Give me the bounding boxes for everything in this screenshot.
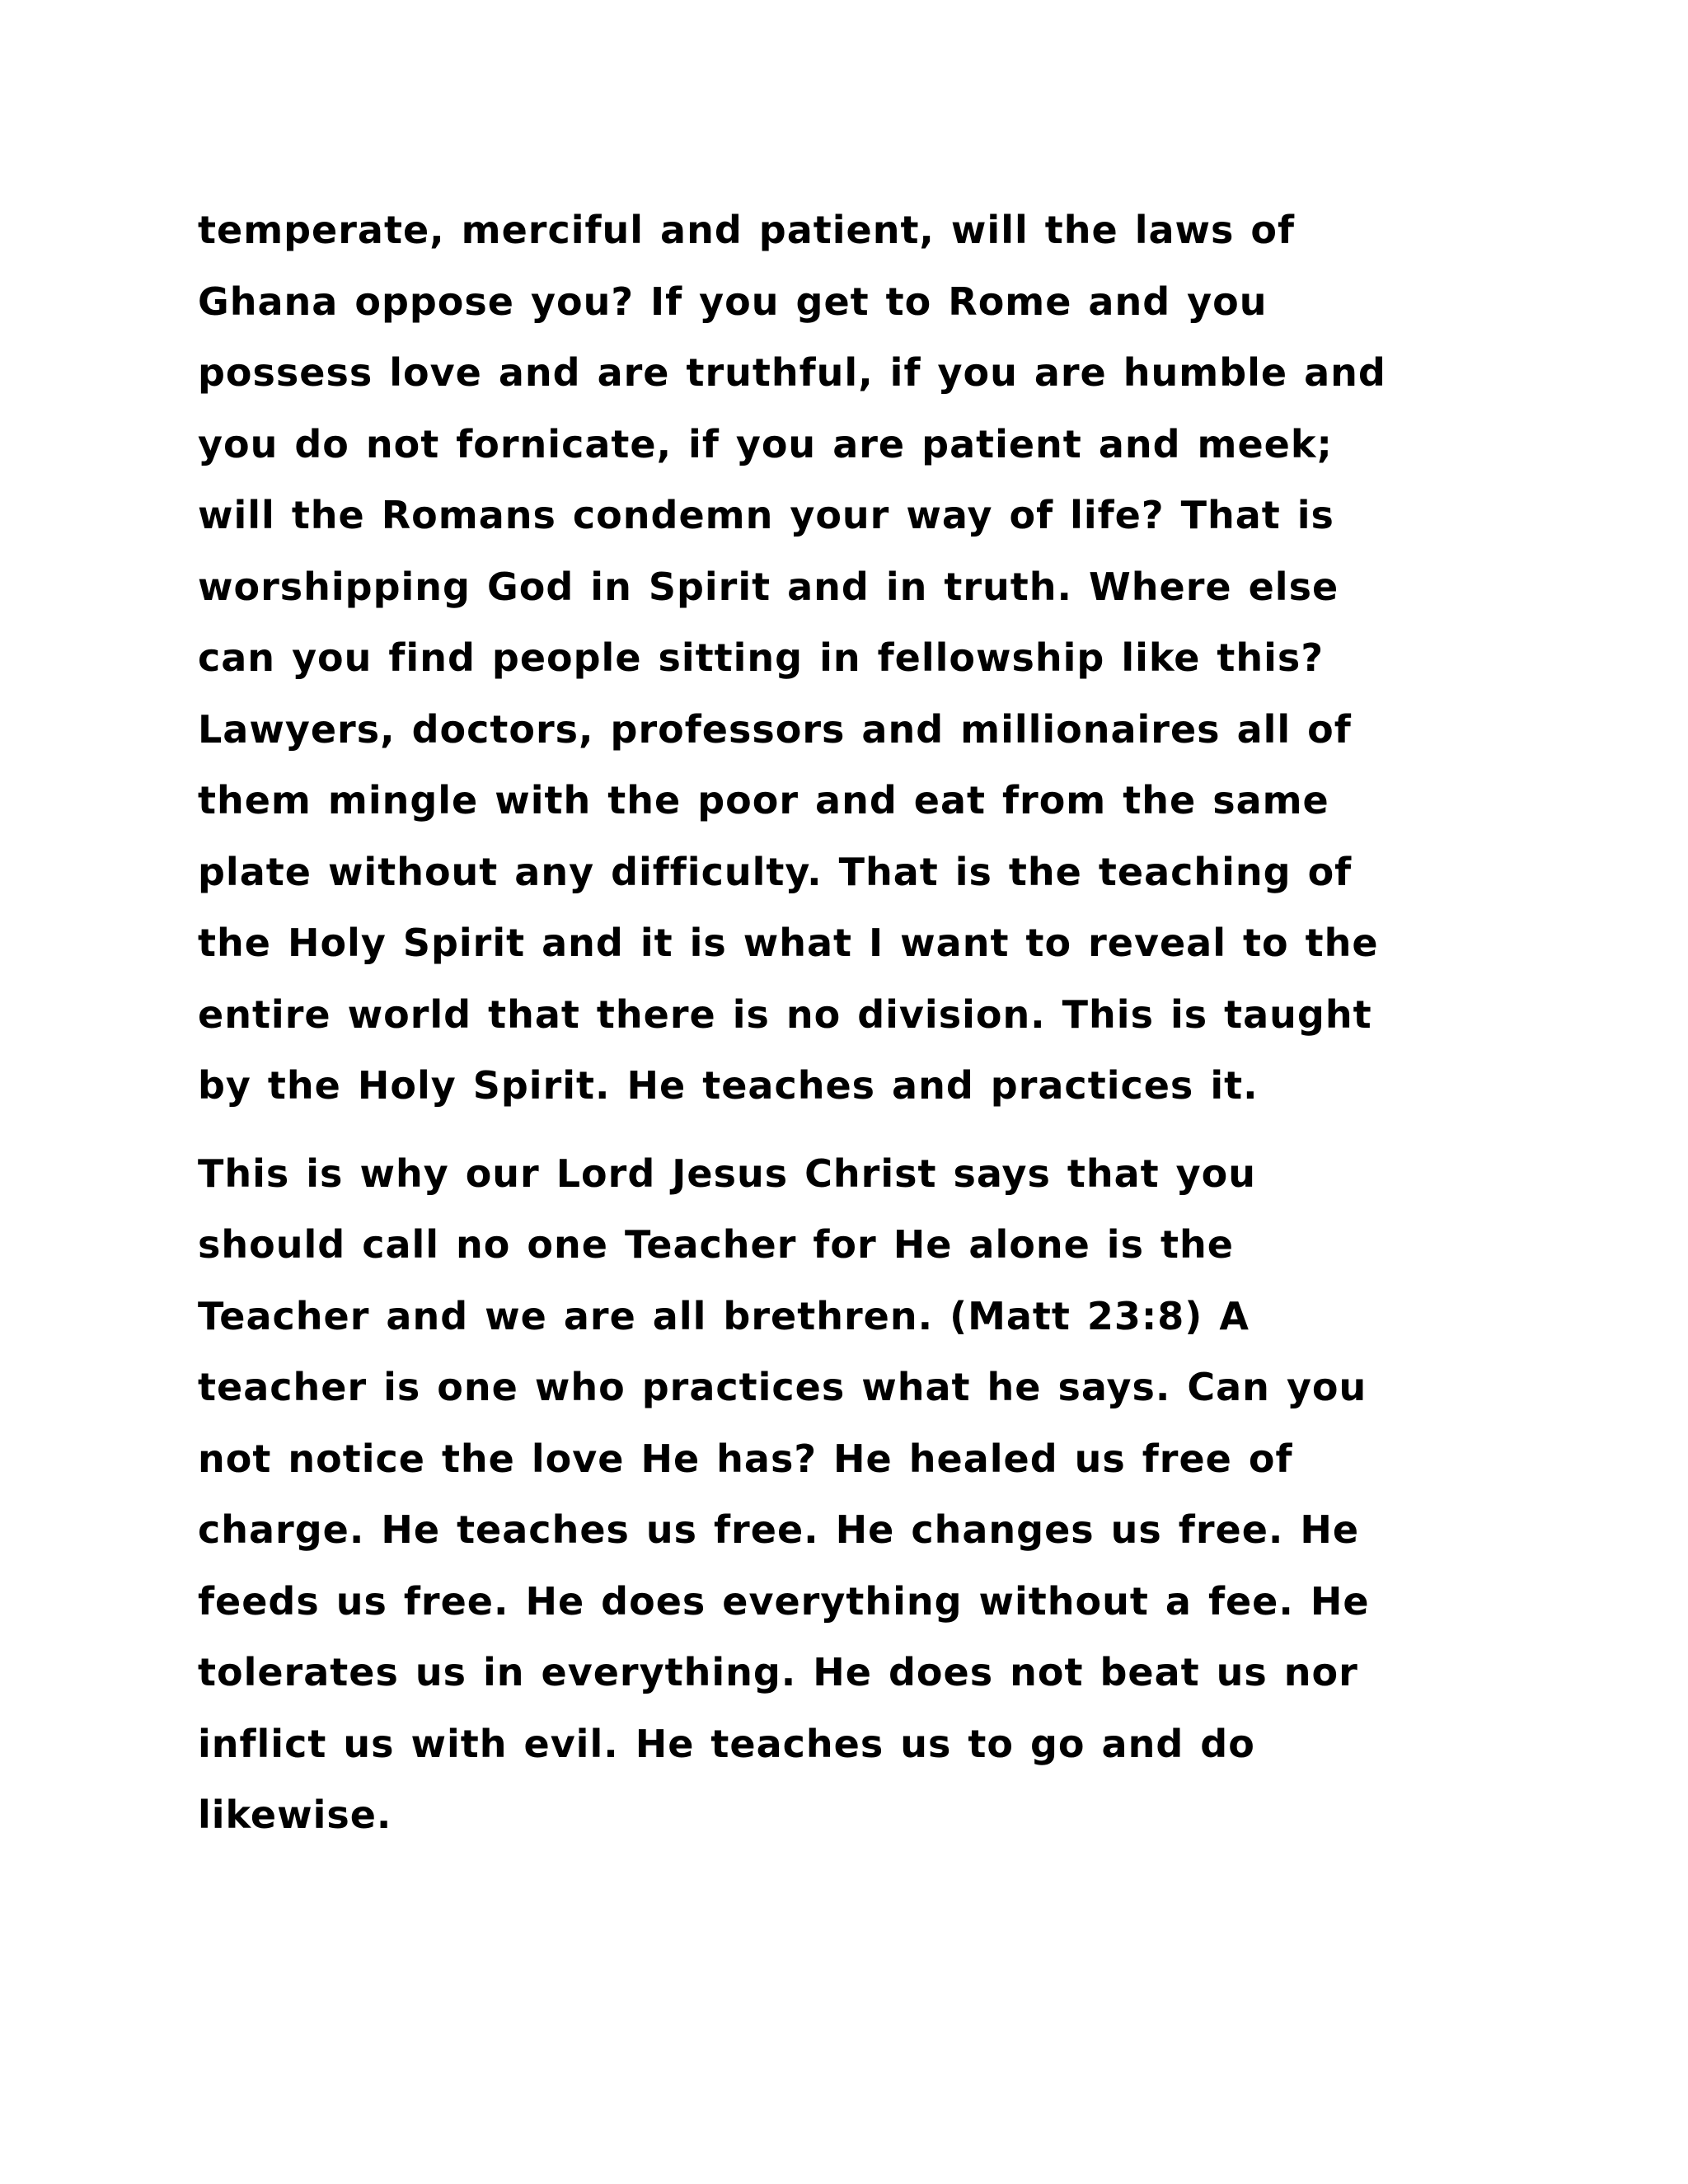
text-line: temperate, merciful and patient, will the laws of xyxy=(198,208,1296,252)
text-line: teacher is one who practices what he says. Can you xyxy=(198,1365,1367,1409)
text-line: will the Romans condemn your way of life? That is xyxy=(198,493,1334,537)
text-line: should call no one Teacher for He alone is the xyxy=(198,1222,1234,1267)
paragraph-1 xyxy=(198,194,1484,1122)
text-line: them mingle with the poor and eat from the same xyxy=(198,778,1329,823)
text-line: entire world that there is no division. This is taught xyxy=(198,991,1372,1037)
paragraph-spacer xyxy=(198,1122,1484,1138)
text-line: not notice the love He has? He healed us free of xyxy=(198,1436,1293,1481)
text-line: worshipping God in Spirit and in truth. Where else xyxy=(198,564,1339,609)
text-line: plate without any difficulty. That is the teaching of xyxy=(198,849,1353,894)
text-line: feeds us free. He does everything without a fee. He xyxy=(198,1578,1370,1624)
text-line: you do not fornicate, if you are patient and meek; xyxy=(198,421,1333,466)
text-line: likewise. xyxy=(198,1793,392,1837)
text-line: This is why our Lord Jesus Christ says that you xyxy=(198,1151,1256,1196)
text-line: possess love and are truthful, if you are humble and xyxy=(198,350,1386,395)
text-line: can you find people sitting in fellowship like this? xyxy=(198,635,1324,680)
text-line: by the Holy Spirit. He teaches and practices it. xyxy=(198,1063,1259,1108)
paragraph-2 xyxy=(198,1138,1484,1851)
body-text xyxy=(198,194,1484,1851)
text-line: inflict us with evil. He teaches us to go and do xyxy=(198,1721,1255,1766)
text-line: the Holy Spirit and it is what I want to reveal to the xyxy=(198,921,1379,965)
text-line: Ghana oppose you? If you get to Rome and you xyxy=(198,279,1268,324)
text-line: Teacher and we are all brethren. (Matt 23:8) A xyxy=(198,1293,1250,1338)
text-line: tolerates us in everything. He does not beat us nor xyxy=(198,1650,1358,1694)
text-line: Lawyers, doctors, professors and millionaires all of xyxy=(198,706,1352,752)
text-line: charge. He teaches us free. He changes us free. He xyxy=(198,1507,1360,1552)
